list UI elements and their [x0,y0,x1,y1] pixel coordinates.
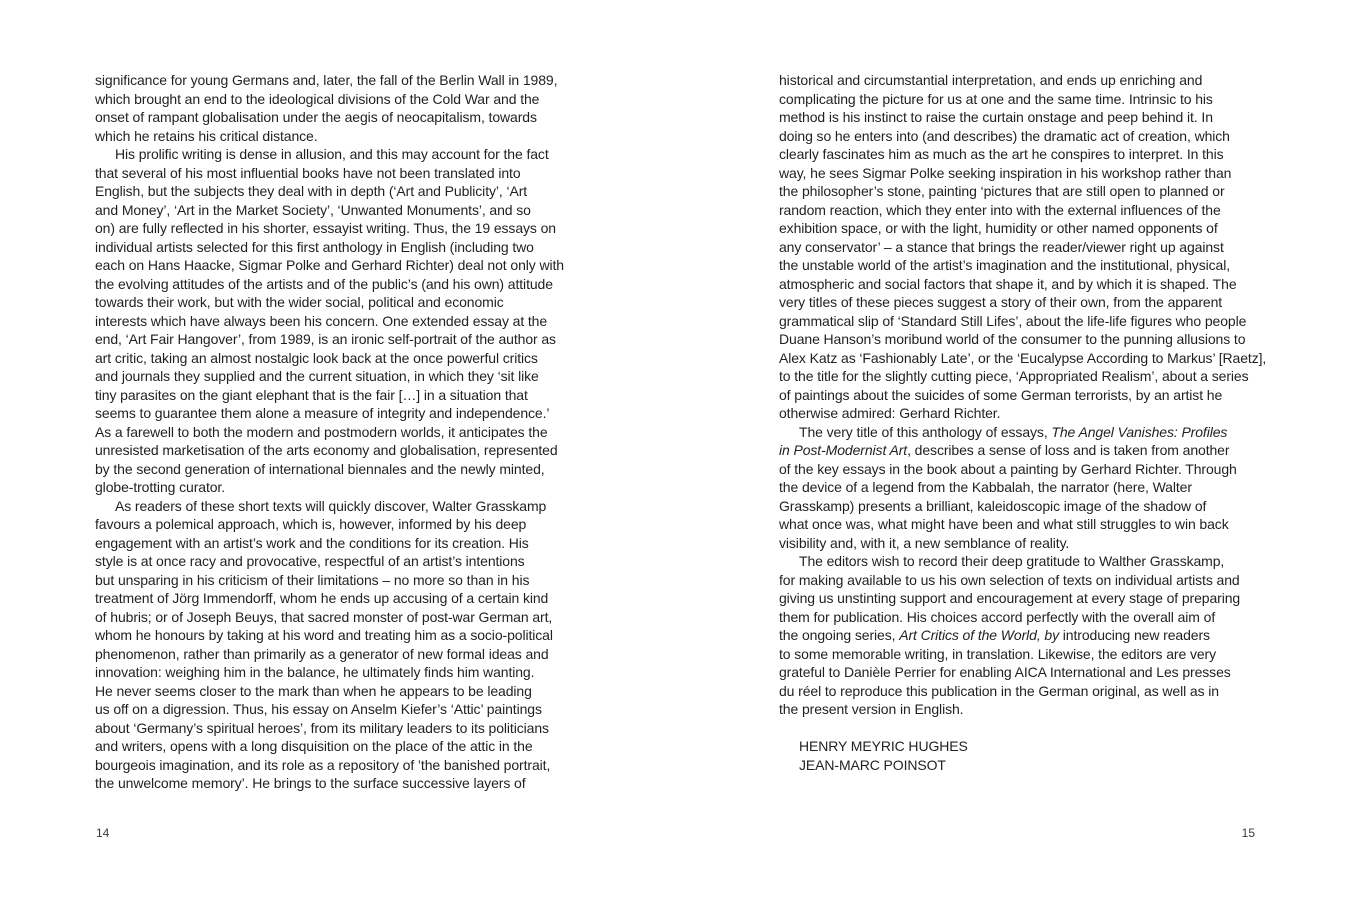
text-line [779,330,1263,349]
text-line [779,256,1263,275]
text-line [779,349,1267,368]
text-line [779,108,1263,127]
text-run: tiny parasites on the giant elephant that is the fair […] in a situation that [95,386,528,403]
text-run: Alex Katz as ‘Fashionably Late’, or the ‘Eucalypse According to Markus’ [Raetz], [779,349,1267,366]
text-line [779,626,1263,645]
text-run: the evolving attitudes of the artists and of the public’s (and his own) attitude [95,275,553,292]
text-line [95,127,580,146]
text-line [95,145,580,164]
page-number-right: 15 [1241,826,1255,840]
text-run: innovation: weighing him in the balance, he ultimately finds him wanting. [95,664,535,680]
text-line [95,682,580,701]
text-run: unresisted marketisation of the arts economy and globalisation, represented [95,442,558,458]
italic-text-run: The Angel Vanishes: Profiles [1051,423,1228,440]
text-run: globe-trotting curator. [95,479,225,495]
text-line [95,367,580,386]
text-run: He never seems closer to the mark than when he appears to be leading [95,682,532,699]
text-run: towards their work, but with the wider social, political and economic [95,294,504,310]
text-run: random reaction, which they enter into with the external influences of the [779,201,1221,218]
text-line [779,460,1263,479]
text-run: giving us unstinting support and encouragement at every stage of preparing [779,590,1241,606]
text-line [95,608,580,627]
text-run: and writers, opens with a long disquisition on the place of the attic in the [95,738,533,754]
text-run: the philosopher’s stone, painting ‘pictures that are still open to planned or [779,183,1225,199]
text-line [779,700,1263,719]
text-line [95,90,580,109]
text-line [95,756,580,775]
text-line [95,275,580,294]
text-run: but unsparing in his criticism of their limitations – no more so than in his [95,571,530,588]
text-line [779,423,1263,442]
text-run: the ongoing series, [779,627,900,643]
text-run: grammatical slip of ‘Standard Still Lifes’, about the life-life figures who people [779,312,1247,329]
text-run: what once was, what might have been and what still struggles to win back [779,516,1229,532]
text-line [779,608,1263,627]
text-line [779,293,1263,312]
page-left [0,0,676,913]
text-run: individual artists selected for this first anthology in English (including two [95,238,534,255]
text-run: which he retains his critical distance. [95,127,318,144]
text-line [779,589,1263,608]
text-line [95,663,580,682]
text-run: As a farewell to both the modern and postmodern worlds, it anticipates the [95,423,548,440]
text-run: , describes a sense of loss and is taken from another [907,442,1230,458]
page-left-text-column [95,71,580,793]
text-run: art critic, taking an almost nostalgic look back at the once powerful critics [95,349,538,366]
text-run: favours a polemical approach, which is, however, informed by his deep [95,516,527,532]
text-run: of the key essays in the book about a painting by Gerhard Richter. Through [779,460,1237,477]
text-line [95,534,580,553]
text-line [779,552,1263,571]
text-line [779,534,1263,553]
text-run: seems to guarantee them alone a measure of integrity and independence.’ [95,405,550,421]
text-run: any conservator’ – a stance that brings the reader/viewer right up against [779,238,1224,255]
text-line [95,552,580,571]
text-run: method is his instinct to raise the curtain onstage and peep behind it. In [779,109,1213,125]
text-run: onset of rampant globalisation under the aegis of neocapitalism, towards [95,109,537,125]
italic-text-run: in Post-Modernist Art [779,442,908,458]
text-line [779,367,1263,386]
text-run: exhibition space, or with the light, humidity or other named opponents of [779,220,1218,236]
text-line [95,386,580,405]
text-line [95,164,580,183]
text-line [95,423,580,442]
text-run: Grasskamp) presents a brilliant, kaleidoscopic image of the shadow of [779,497,1207,514]
text-run: significance for young Germans and, later, the fall of the Berlin Wall in 1989, [95,72,558,88]
text-line [779,515,1263,534]
text-line [779,645,1263,664]
text-run: otherwise admired: Gerhard Richter. [779,405,1001,421]
text-run: to the title for the slightly cutting piece, ‘Appropriated Realism’, about a series [779,368,1249,384]
text-run: English, but the subjects they deal with in depth (‘Art and Publicity’, ‘Art [95,183,528,199]
text-run: du réel to reproduce this publication in the German original, as well as in [779,682,1219,699]
text-run: grateful to Danièle Perrier for enabling AICA International and Les presses [779,664,1231,680]
text-line [95,478,580,497]
text-run: whom he honours by taking at his word and treating him as a socio-political [95,627,553,643]
text-run: The editors wish to record their deep gratitude to Walther Grasskamp, [799,553,1225,569]
text-run: of hubris; or of Joseph Beuys, that sacred monster of post-war German art, [95,608,553,625]
text-line [95,737,580,756]
text-line [95,774,580,793]
text-line [95,497,580,516]
text-run: end, ‘Art Fair Hangover’, from 1989, is an ironic self-portrait of the author as [95,331,556,347]
text-run: the unwelcome memory’. He brings to the surface successive layers of [95,775,526,791]
text-run: phenomenon, rather than primarily as a generator of new formal ideas and [95,645,549,662]
text-run: atmospheric and social factors that shape it, and by which it is shaped. The [779,275,1237,292]
text-line [95,719,580,738]
text-line [779,201,1263,220]
text-line [779,478,1263,497]
text-line [95,589,580,608]
text-run: His prolific writing is dense in allusion, and this may account for the fact [115,146,549,162]
text-run: on) are fully reflected in his shorter, essayist writing. Thus, the 19 essays on [95,220,556,236]
text-line [95,571,580,590]
text-line [779,71,1263,90]
text-line [779,441,1263,460]
text-run: the device of a legend from the Kabbalah, the narrator (here, Walter [779,479,1192,495]
text-run: the present version in English. [779,701,964,717]
text-run: bourgeois imagination, and its role as a repository of ’the banished portrait, [95,756,551,773]
text-line [779,312,1263,331]
text-line [95,293,580,312]
text-line [95,460,580,479]
text-line [95,238,580,257]
text-line [95,201,580,220]
text-line [95,108,580,127]
text-line [95,645,580,664]
text-run: introducing new readers [1059,627,1210,643]
text-line [95,515,580,534]
text-line [779,219,1263,238]
text-run: and Money’, ‘Art in the Market Society’, ‘Unwanted Monuments’, and so [95,201,531,218]
text-run: doing so he enters into (and describes) the dramatic act of creation, which [779,127,1230,144]
text-run: them for publication. His choices accord perfectly with the overall aim of [779,608,1216,625]
text-run: JEAN-MARC POINSOT [799,756,946,773]
text-line [95,349,580,368]
text-line [95,71,580,90]
text-run: the unstable world of the artist’s imagination and the institutional, physical, [779,257,1230,273]
text-line [779,571,1263,590]
text-line [779,182,1263,201]
text-run: about ‘Germany’s spiritual heroes’, from its military leaders to its politicians [95,719,549,736]
text-line [95,404,580,423]
text-line [779,386,1263,405]
text-run: style is at once racy and provocative, respectful of an artist’s intentions [95,553,525,569]
text-run: each on Hans Haacke, Sigmar Polke and Gerhard Richter) deal not only with [95,257,564,273]
text-run: clearly fascinates him as much as the art he conspires to interpret. In this [779,146,1224,162]
text-run: and journals they supplied and the current situation, in which they ‘sit like [95,368,539,384]
text-run: way, he sees Sigmar Polke seeking inspiration in his workshop rather than [779,164,1232,181]
text-line [95,330,580,349]
text-run: to some memorable writing, in translation. Likewise, the editors are very [779,645,1217,662]
blank-line [779,719,1263,738]
text-run: The very title of this anthology of essays, [799,423,1052,440]
text-run: complicating the picture for us at one and the same time. Intrinsic to his [779,90,1213,107]
text-line [779,90,1263,109]
text-line [95,219,580,238]
text-line [95,441,580,460]
text-run: interests which have always been his concern. One extended essay at the [95,312,548,329]
text-line [95,700,580,719]
text-run: treatment of Jörg Immendorff, whom he ends up accusing of a certain kind [95,590,549,606]
text-line [779,756,1263,775]
page-right-text-column [779,71,1267,774]
page-right [676,0,1353,913]
italic-text-run: Art Critics of the World, by [899,627,1059,643]
text-line [779,145,1263,164]
text-line [779,238,1263,257]
text-run: As readers of these short texts will quickly discover, Walter Grasskamp [115,497,547,514]
text-run: engagement with an artist’s work and the conditions for its creation. His [95,534,529,551]
text-line [95,256,580,275]
text-run: historical and circumstantial interpretation, and ends up enriching and [779,72,1203,88]
text-line [779,497,1263,516]
text-line [779,164,1263,183]
text-line [779,737,1263,756]
text-run: HENRY MEYRIC HUGHES [799,738,968,754]
text-line [779,127,1263,146]
text-run: which brought an end to the ideological divisions of the Cold War and the [95,90,540,107]
text-run: by the second generation of international biennales and the newly minted, [95,460,545,477]
text-line [95,182,580,201]
text-run: for making available to us his own selection of texts on individual artists and [779,571,1240,588]
text-run: visibility and, with it, a new semblance of reality. [779,534,1070,551]
text-line [95,312,580,331]
text-run: that several of his most influential books have not been translated into [95,164,521,181]
text-run: Duane Hanson’s moribund world of the consumer to the punning allusions to [779,331,1246,347]
text-line [95,626,580,645]
page-number-left: 14 [96,826,110,840]
text-line [779,663,1263,682]
text-line [779,682,1263,701]
text-run: very titles of these pieces suggest a story of their own, from the apparent [779,294,1223,310]
text-run: us off on a digression. Thus, his essay on Anselm Kiefer’s ‘Attic’ paintings [95,701,542,717]
text-line [779,404,1263,423]
text-line [779,275,1263,294]
text-run: of paintings about the suicides of some German terrorists, by an artist he [779,386,1223,403]
